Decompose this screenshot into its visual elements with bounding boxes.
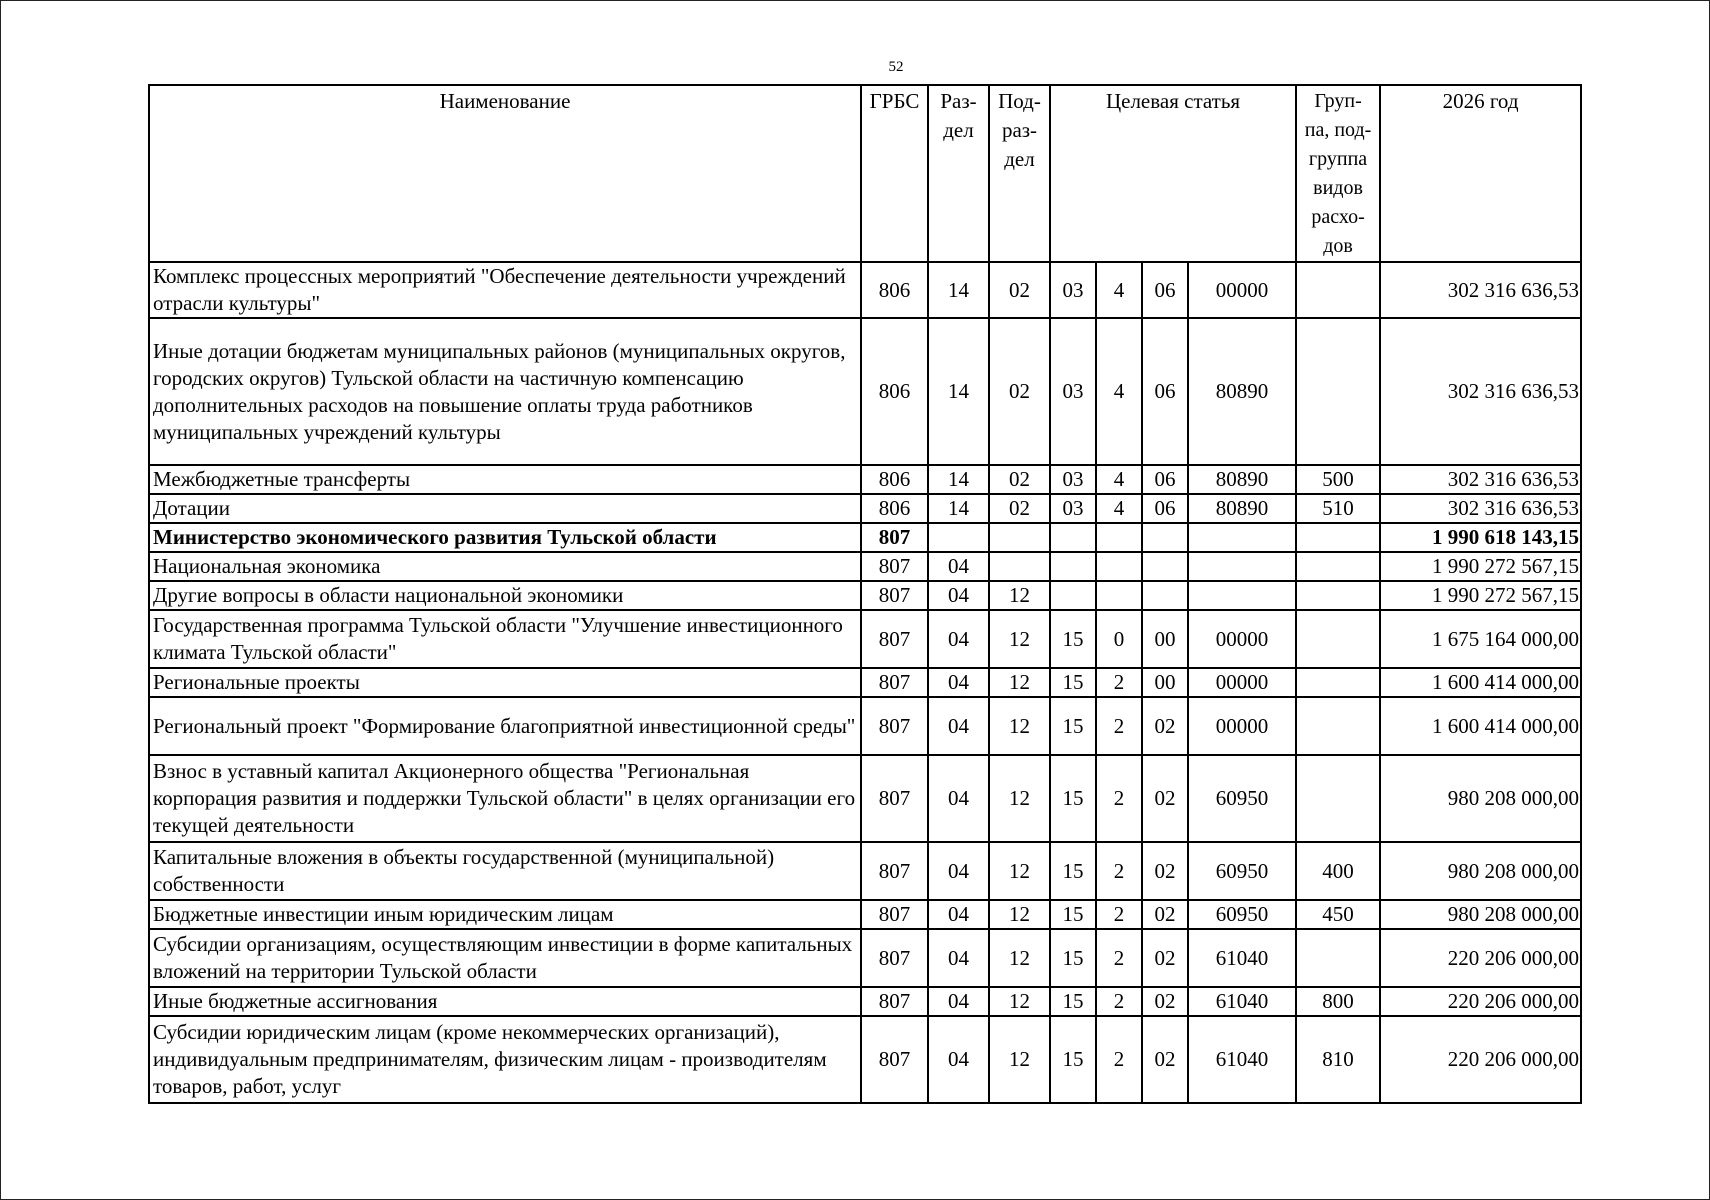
row-target-type: 2 xyxy=(1096,668,1142,697)
row-target-structure: 00 xyxy=(1142,668,1188,697)
row-podrazdel: 02 xyxy=(989,262,1050,318)
row-target-structure: 06 xyxy=(1142,465,1188,494)
row-expense-group: 800 xyxy=(1296,987,1380,1016)
row-target-program: 15 xyxy=(1050,668,1096,697)
row-target-program: 03 xyxy=(1050,318,1096,465)
row-target-structure: 00 xyxy=(1142,610,1188,668)
row-target-structure: 02 xyxy=(1142,697,1188,755)
row-name: Субсидии юридическим лицам (кроме некоммерческих организаций), индивидуальным предпринимателям, физическим лицам - производителям товаров, работ, услуг xyxy=(149,1016,861,1103)
row-podrazdel: 12 xyxy=(989,610,1050,668)
row-razdel: 04 xyxy=(928,610,989,668)
row-target-direction: 61040 xyxy=(1188,1016,1296,1103)
row-expense-group xyxy=(1296,262,1380,318)
row-podrazdel: 02 xyxy=(989,465,1050,494)
row-razdel: 04 xyxy=(928,755,989,842)
row-podrazdel: 12 xyxy=(989,900,1050,929)
row-amount: 980 208 000,00 xyxy=(1380,842,1581,900)
row-target-structure xyxy=(1142,552,1188,581)
table-row xyxy=(149,465,1581,494)
row-name: Министерство экономического развития Тульской области xyxy=(149,523,861,552)
table-row xyxy=(149,610,1581,668)
row-target-structure: 02 xyxy=(1142,900,1188,929)
header-name: Наименование xyxy=(149,85,861,262)
header-podrazdel: Под- раз- дел xyxy=(989,85,1050,262)
row-grbs: 807 xyxy=(861,929,928,987)
row-target-structure: 02 xyxy=(1142,929,1188,987)
row-grbs: 807 xyxy=(861,987,928,1016)
row-target-type: 4 xyxy=(1096,465,1142,494)
row-grbs: 807 xyxy=(861,755,928,842)
table-row xyxy=(149,581,1581,610)
row-name: Другие вопросы в области национальной экономики xyxy=(149,581,861,610)
row-podrazdel: 12 xyxy=(989,842,1050,900)
row-grbs: 806 xyxy=(861,262,928,318)
row-amount: 302 316 636,53 xyxy=(1380,262,1581,318)
row-razdel: 04 xyxy=(928,552,989,581)
row-name: Взнос в уставный капитал Акционерного общества "Региональная корпорация развития и поддержки Тульской области" в целях организации его текущей деятельности xyxy=(149,755,861,842)
row-grbs: 807 xyxy=(861,668,928,697)
row-grbs: 806 xyxy=(861,465,928,494)
row-expense-group xyxy=(1296,552,1380,581)
row-target-type: 4 xyxy=(1096,494,1142,523)
row-name: Капитальные вложения в объекты государственной (муниципальной) собственности xyxy=(149,842,861,900)
table-body xyxy=(149,262,1581,1103)
row-target-direction xyxy=(1188,552,1296,581)
row-amount: 1 600 414 000,00 xyxy=(1380,697,1581,755)
row-amount: 220 206 000,00 xyxy=(1380,1016,1581,1103)
row-target-structure xyxy=(1142,523,1188,552)
table-row xyxy=(149,494,1581,523)
row-podrazdel: 02 xyxy=(989,494,1050,523)
table-row xyxy=(149,755,1581,842)
row-name: Субсидии организациям, осуществляющим инвестиции в форме капитальных вложений на территории Тульской области xyxy=(149,929,861,987)
row-target-structure: 02 xyxy=(1142,842,1188,900)
row-amount: 980 208 000,00 xyxy=(1380,900,1581,929)
row-target-program: 15 xyxy=(1050,929,1096,987)
row-target-type: 2 xyxy=(1096,900,1142,929)
row-target-program: 03 xyxy=(1050,465,1096,494)
row-target-direction: 61040 xyxy=(1188,987,1296,1016)
row-target-type: 4 xyxy=(1096,262,1142,318)
row-target-direction xyxy=(1188,523,1296,552)
row-name: Бюджетные инвестиции иным юридическим лицам xyxy=(149,900,861,929)
row-expense-group: 500 xyxy=(1296,465,1380,494)
row-name: Иные бюджетные ассигнования xyxy=(149,987,861,1016)
row-razdel: 14 xyxy=(928,465,989,494)
row-name: Иные дотации бюджетам муниципальных районов (муниципальных округов, городских округов) Тульской области на частичную компенсацию дополнительных расходов на повышение оплаты труда работников муниципальных учреждений культуры xyxy=(149,318,861,465)
row-grbs: 807 xyxy=(861,610,928,668)
row-amount: 302 316 636,53 xyxy=(1380,494,1581,523)
table-header-row xyxy=(149,85,1581,262)
row-razdel: 14 xyxy=(928,262,989,318)
row-name: Национальная экономика xyxy=(149,552,861,581)
row-target-direction: 00000 xyxy=(1188,262,1296,318)
row-target-type xyxy=(1096,552,1142,581)
row-expense-group xyxy=(1296,523,1380,552)
row-podrazdel xyxy=(989,523,1050,552)
row-expense-group xyxy=(1296,697,1380,755)
row-target-program: 15 xyxy=(1050,987,1096,1016)
row-grbs: 807 xyxy=(861,900,928,929)
table-row xyxy=(149,987,1581,1016)
row-name: Региональные проекты xyxy=(149,668,861,697)
row-grbs: 807 xyxy=(861,552,928,581)
row-target-program: 15 xyxy=(1050,1016,1096,1103)
table-row xyxy=(149,900,1581,929)
row-name: Государственная программа Тульской области "Улучшение инвестиционного климата Тульской области" xyxy=(149,610,861,668)
row-target-structure: 06 xyxy=(1142,262,1188,318)
row-target-direction: 61040 xyxy=(1188,929,1296,987)
table-row xyxy=(149,929,1581,987)
row-razdel: 04 xyxy=(928,842,989,900)
row-target-type: 2 xyxy=(1096,755,1142,842)
row-grbs: 806 xyxy=(861,494,928,523)
row-target-direction: 00000 xyxy=(1188,610,1296,668)
row-amount: 220 206 000,00 xyxy=(1380,929,1581,987)
row-target-direction: 80890 xyxy=(1188,494,1296,523)
row-name: Дотации xyxy=(149,494,861,523)
table-row xyxy=(149,1016,1581,1103)
table-row xyxy=(149,552,1581,581)
row-target-type: 2 xyxy=(1096,987,1142,1016)
row-amount: 302 316 636,53 xyxy=(1380,318,1581,465)
row-grbs: 806 xyxy=(861,318,928,465)
row-name: Комплекс процессных мероприятий "Обеспечение деятельности учреждений отрасли культуры" xyxy=(149,262,861,318)
row-podrazdel: 12 xyxy=(989,755,1050,842)
row-podrazdel: 12 xyxy=(989,581,1050,610)
row-target-program: 03 xyxy=(1050,494,1096,523)
row-razdel: 04 xyxy=(928,929,989,987)
row-grbs: 807 xyxy=(861,697,928,755)
row-target-program xyxy=(1050,552,1096,581)
row-amount: 1 600 414 000,00 xyxy=(1380,668,1581,697)
row-target-type: 2 xyxy=(1096,1016,1142,1103)
row-target-type: 0 xyxy=(1096,610,1142,668)
page-number: 52 xyxy=(888,59,904,75)
row-razdel: 04 xyxy=(928,581,989,610)
row-grbs: 807 xyxy=(861,523,928,552)
row-target-type xyxy=(1096,581,1142,610)
row-amount: 1 990 272 567,15 xyxy=(1380,581,1581,610)
row-name: Региональный проект "Формирование благоприятной инвестиционной среды" xyxy=(149,697,861,755)
row-target-structure: 02 xyxy=(1142,987,1188,1016)
row-podrazdel: 12 xyxy=(989,668,1050,697)
table-row xyxy=(149,697,1581,755)
row-expense-group xyxy=(1296,610,1380,668)
row-target-type: 2 xyxy=(1096,929,1142,987)
table-row xyxy=(149,842,1581,900)
row-target-program: 03 xyxy=(1050,262,1096,318)
row-amount: 980 208 000,00 xyxy=(1380,755,1581,842)
row-target-program: 15 xyxy=(1050,610,1096,668)
table-row xyxy=(149,318,1581,465)
row-grbs: 807 xyxy=(861,581,928,610)
row-target-program: 15 xyxy=(1050,755,1096,842)
row-amount: 220 206 000,00 xyxy=(1380,987,1581,1016)
row-expense-group xyxy=(1296,929,1380,987)
row-razdel: 04 xyxy=(928,668,989,697)
budget-table xyxy=(148,84,1582,1104)
row-podrazdel: 12 xyxy=(989,697,1050,755)
row-target-direction: 80890 xyxy=(1188,465,1296,494)
row-razdel: 14 xyxy=(928,318,989,465)
header-razdel: Раз- дел xyxy=(928,85,989,262)
table-row xyxy=(149,523,1581,552)
row-target-structure: 02 xyxy=(1142,1016,1188,1103)
row-target-direction: 60950 xyxy=(1188,755,1296,842)
row-expense-group xyxy=(1296,581,1380,610)
row-amount: 1 990 272 567,15 xyxy=(1380,552,1581,581)
row-razdel: 04 xyxy=(928,697,989,755)
row-target-type xyxy=(1096,523,1142,552)
row-target-program xyxy=(1050,581,1096,610)
row-target-direction: 00000 xyxy=(1188,697,1296,755)
row-target-direction: 80890 xyxy=(1188,318,1296,465)
row-target-type: 2 xyxy=(1096,697,1142,755)
row-razdel: 14 xyxy=(928,494,989,523)
row-target-structure: 06 xyxy=(1142,318,1188,465)
row-target-type: 4 xyxy=(1096,318,1142,465)
row-expense-group xyxy=(1296,755,1380,842)
row-podrazdel: 02 xyxy=(989,318,1050,465)
row-target-program: 15 xyxy=(1050,842,1096,900)
table-row xyxy=(149,668,1581,697)
row-podrazdel: 12 xyxy=(989,1016,1050,1103)
row-expense-group: 450 xyxy=(1296,900,1380,929)
header-grbs: ГРБС xyxy=(861,85,928,262)
header-year: 2026 год xyxy=(1380,85,1581,262)
row-target-direction: 60950 xyxy=(1188,842,1296,900)
row-expense-group: 510 xyxy=(1296,494,1380,523)
row-amount: 1 675 164 000,00 xyxy=(1380,610,1581,668)
row-expense-group: 400 xyxy=(1296,842,1380,900)
header-target-article: Целевая статья xyxy=(1050,85,1296,262)
table-row xyxy=(149,262,1581,318)
row-razdel: 04 xyxy=(928,987,989,1016)
row-razdel: 04 xyxy=(928,1016,989,1103)
row-name: Межбюджетные трансферты xyxy=(149,465,861,494)
header-expense-group: Груп- па, под- группа видов расхо- дов xyxy=(1296,85,1380,262)
row-target-direction xyxy=(1188,581,1296,610)
row-expense-group xyxy=(1296,318,1380,465)
row-expense-group: 810 xyxy=(1296,1016,1380,1103)
row-target-direction: 60950 xyxy=(1188,900,1296,929)
row-grbs: 807 xyxy=(861,842,928,900)
row-target-type: 2 xyxy=(1096,842,1142,900)
row-razdel xyxy=(928,523,989,552)
row-amount: 302 316 636,53 xyxy=(1380,465,1581,494)
row-target-program: 15 xyxy=(1050,697,1096,755)
row-target-direction: 00000 xyxy=(1188,668,1296,697)
row-podrazdel xyxy=(989,552,1050,581)
row-grbs: 807 xyxy=(861,1016,928,1103)
row-target-program xyxy=(1050,523,1096,552)
row-target-structure: 06 xyxy=(1142,494,1188,523)
row-podrazdel: 12 xyxy=(989,987,1050,1016)
row-amount: 1 990 618 143,15 xyxy=(1380,523,1581,552)
row-target-program: 15 xyxy=(1050,900,1096,929)
row-target-structure xyxy=(1142,581,1188,610)
row-target-structure: 02 xyxy=(1142,755,1188,842)
row-expense-group xyxy=(1296,668,1380,697)
row-podrazdel: 12 xyxy=(989,929,1050,987)
row-razdel: 04 xyxy=(928,900,989,929)
